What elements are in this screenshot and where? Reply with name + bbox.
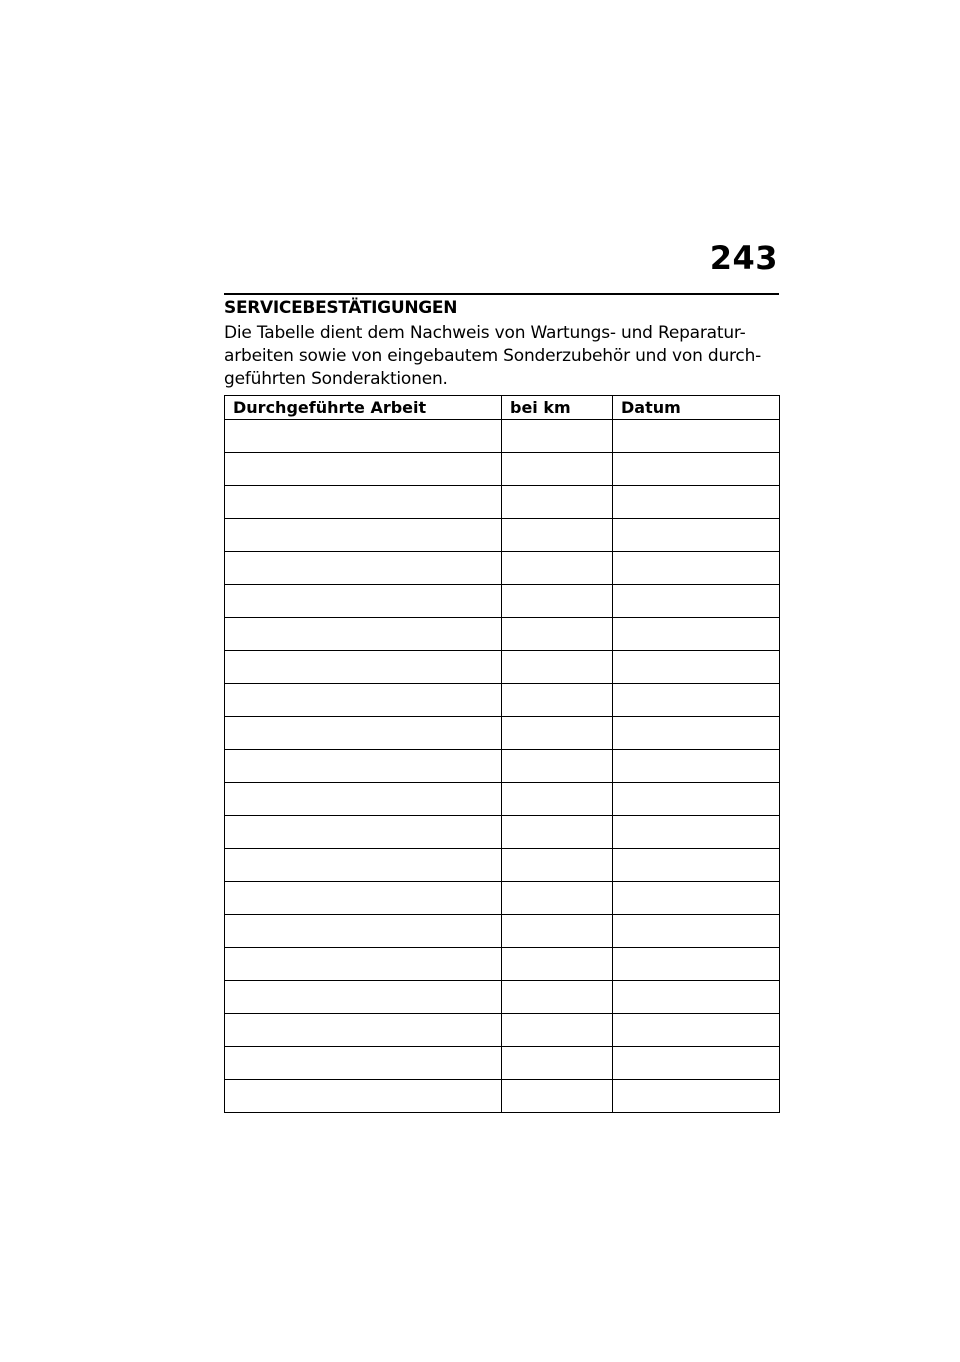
cell-date	[613, 882, 780, 915]
cell-work	[225, 651, 502, 684]
cell-km	[502, 1047, 613, 1080]
intro-line: Die Tabelle dient dem Nachweis von Wartungs- und Reparatur-	[224, 323, 746, 343]
cell-work	[225, 816, 502, 849]
header-work: Durchgeführte Arbeit	[225, 396, 502, 420]
cell-date	[613, 618, 780, 651]
cell-date	[613, 948, 780, 981]
cell-km	[502, 651, 613, 684]
table-row	[225, 783, 780, 816]
table-row	[225, 948, 780, 981]
cell-km	[502, 618, 613, 651]
cell-date	[613, 717, 780, 750]
cell-km	[502, 486, 613, 519]
cell-work	[225, 882, 502, 915]
cell-km	[502, 816, 613, 849]
table-row	[225, 651, 780, 684]
cell-work	[225, 1014, 502, 1047]
table-row	[225, 981, 780, 1014]
cell-work	[225, 585, 502, 618]
cell-date	[613, 1047, 780, 1080]
cell-work	[225, 849, 502, 882]
table-header-row	[225, 396, 780, 420]
cell-km	[502, 585, 613, 618]
cell-km	[502, 783, 613, 816]
cell-date	[613, 585, 780, 618]
cell-date	[613, 783, 780, 816]
cell-km	[502, 717, 613, 750]
cell-work	[225, 420, 502, 453]
cell-work	[225, 783, 502, 816]
service-table	[224, 395, 780, 1113]
cell-date	[613, 519, 780, 552]
cell-work	[225, 717, 502, 750]
cell-km	[502, 519, 613, 552]
cell-work	[225, 618, 502, 651]
table-row	[225, 717, 780, 750]
table-row	[225, 552, 780, 585]
cell-work	[225, 684, 502, 717]
intro-line: arbeiten sowie von eingebautem Sonderzubehör und von durch-	[224, 346, 762, 366]
cell-date	[613, 1080, 780, 1113]
table-body	[225, 420, 780, 1113]
cell-date	[613, 684, 780, 717]
cell-km	[502, 750, 613, 783]
cell-work	[225, 915, 502, 948]
table-row	[225, 519, 780, 552]
cell-work	[225, 453, 502, 486]
cell-km	[502, 948, 613, 981]
cell-km	[502, 684, 613, 717]
cell-date	[613, 915, 780, 948]
intro-paragraph	[224, 322, 780, 391]
page-number: 243	[709, 239, 778, 277]
table-row	[225, 420, 780, 453]
table-row	[225, 915, 780, 948]
table-row	[225, 1047, 780, 1080]
cell-km	[502, 453, 613, 486]
cell-km	[502, 981, 613, 1014]
cell-work	[225, 1047, 502, 1080]
header-date: Datum	[613, 396, 780, 420]
cell-km	[502, 915, 613, 948]
cell-date	[613, 453, 780, 486]
header-km: bei km	[502, 396, 613, 420]
table-row	[225, 1080, 780, 1113]
cell-date	[613, 486, 780, 519]
cell-km	[502, 849, 613, 882]
cell-work	[225, 519, 502, 552]
cell-date	[613, 1014, 780, 1047]
cell-km	[502, 1080, 613, 1113]
cell-km	[502, 882, 613, 915]
cell-date	[613, 849, 780, 882]
table-row	[225, 750, 780, 783]
intro-line: geführten Sonderaktionen.	[224, 369, 448, 389]
table-row	[225, 1014, 780, 1047]
table-row	[225, 816, 780, 849]
cell-date	[613, 651, 780, 684]
table-row	[225, 618, 780, 651]
cell-work	[225, 750, 502, 783]
cell-work	[225, 486, 502, 519]
cell-km	[502, 420, 613, 453]
cell-km	[502, 1014, 613, 1047]
cell-date	[613, 816, 780, 849]
table-row	[225, 882, 780, 915]
cell-date	[613, 552, 780, 585]
table-row	[225, 585, 780, 618]
cell-work	[225, 981, 502, 1014]
section-title: SERVICEBESTÄTIGUNGEN	[224, 298, 458, 318]
cell-work	[225, 1080, 502, 1113]
cell-work	[225, 552, 502, 585]
cell-date	[613, 750, 780, 783]
cell-date	[613, 420, 780, 453]
table-row	[225, 453, 780, 486]
cell-date	[613, 981, 780, 1014]
header-rule	[224, 293, 779, 295]
cell-km	[502, 552, 613, 585]
cell-work	[225, 948, 502, 981]
table-row	[225, 684, 780, 717]
table-row	[225, 849, 780, 882]
table-row	[225, 486, 780, 519]
